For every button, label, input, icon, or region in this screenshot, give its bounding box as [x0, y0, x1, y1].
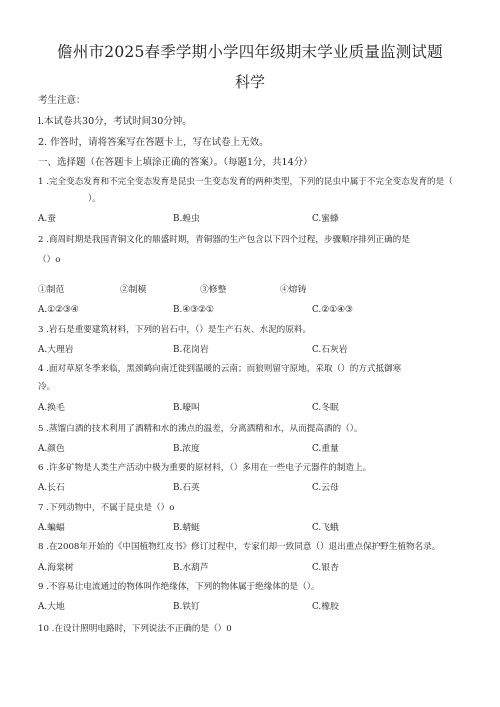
exam-title: 儋州市2025春季学期小学四年级期末学业质量监测试题 — [57, 43, 443, 61]
question-7-text: 7 .下列动物中，不属于昆虫是（）o — [38, 503, 175, 513]
question-9-text: 9 .不容易让电流通过的物体叫作绝缘体，下列的物体属于绝缘体的是（）。 — [38, 582, 320, 592]
question-1-option-a: A.蚕 — [38, 214, 56, 224]
question-2-option-a: A.①②③④ — [38, 305, 79, 315]
section-heading: 一、选择题（在答题卡上填涂正确的答案）。（每题1分，共14分） — [38, 157, 313, 168]
question-5-option-b: B.浓度 — [173, 444, 200, 454]
question-2-option-c: C.②①④③ — [312, 305, 353, 315]
question-5-text: 5 .蒸馏白酒的技术利用了酒精和水的沸点的温差，分离酒精和水，从而提高酒的（）。 — [38, 424, 363, 434]
question-6-option-c: C.云母 — [312, 483, 339, 493]
question-8-option-b: B.水葫芦 — [173, 563, 209, 573]
question-7-option-a: A.蝙蝠 — [38, 523, 65, 533]
question-1-option-b: B.蝗虫 — [173, 214, 200, 224]
question-6-text: 6 .许多矿物是人类生产活动中极为重要的原材料，（）多用在一些电子元器件的制造上。 — [38, 463, 372, 473]
question-4-text-cont: 冷。 — [38, 382, 56, 392]
question-3-text: 3 .岩石是重要建筑材料，下列的岩石中，（）是生产石灰、水泥的原料。 — [38, 325, 312, 335]
question-9-option-c: C.橡胶 — [312, 602, 339, 612]
question-2-option-b: B.④③②① — [173, 305, 214, 315]
question-2-text: 2 .商周时期是我国青铜文化的鼎盛时期，青铜器的生产包含以下四个过程，步骤顺序排列正确的是 — [38, 235, 410, 245]
subject-title: 科学 — [234, 73, 265, 91]
question-8-option-a: A.海棠树 — [38, 563, 74, 573]
question-1-option-c: C.蜜蜂 — [312, 214, 339, 224]
question-7-option-b: B.蜻蜓 — [173, 523, 200, 533]
question-2-text-cont: （）o — [38, 255, 61, 265]
question-6-option-a: A.长石 — [38, 483, 65, 493]
question-2-step-3: ③修整 — [200, 285, 227, 295]
question-5-option-a: A.颜色 — [38, 444, 65, 454]
question-6-option-b: B.石英 — [173, 483, 200, 493]
question-4-option-b: B.嚎叫 — [173, 403, 200, 413]
question-2-step-1: ①制范 — [38, 285, 65, 295]
question-9-option-b: B.铁钉 — [173, 602, 200, 612]
question-3-option-b: B.花岗岩 — [173, 345, 209, 355]
question-2-step-4: ④熔铸 — [280, 285, 307, 295]
question-10-text: 10 .在设计照明电路时，下列说法不正确的是（）0 — [38, 624, 232, 634]
notice-heading: 考生注意： — [38, 95, 86, 106]
question-3-option-c: C.石灰岩 — [312, 345, 348, 355]
question-8-option-c: C.银杏 — [312, 563, 339, 573]
question-1-text: 1 .完全变态发育和不完全变态发育是昆虫一生变态发育的两种类型，下列的昆虫中属于不完全变态发育的是（ — [38, 177, 453, 187]
question-1-text-cont: ）。 — [88, 194, 101, 204]
question-9-option-a: A.大地 — [38, 602, 65, 612]
question-7-option-c: C.飞蛾 — [312, 523, 339, 533]
question-4-option-a: A.换毛 — [38, 403, 65, 413]
question-4-text: 4 .面对草原冬季来临，黑颈鹤向南迁徙到温暖的云南；而狼则留守原地，采取（）的方式抵御寒 — [38, 364, 402, 374]
notice-line-2: 2. 作答时，请将答案写在答题卡上，写在试卷上无效。 — [38, 137, 269, 148]
question-5-option-c: C.重量 — [312, 444, 339, 454]
notice-line-1: l.本试卷共30分，考试时间30分钟。 — [38, 116, 192, 127]
question-3-option-a: A.大理岩 — [38, 345, 74, 355]
question-4-option-c: C.冬眠 — [312, 403, 339, 413]
question-8-text: 8 .在2008年开始的《中国植物红皮书》修订过程中，专家们却一致同意（）退出重点保护野生植物名录。 — [38, 542, 441, 552]
question-2-step-2: ②制模 — [120, 285, 147, 295]
